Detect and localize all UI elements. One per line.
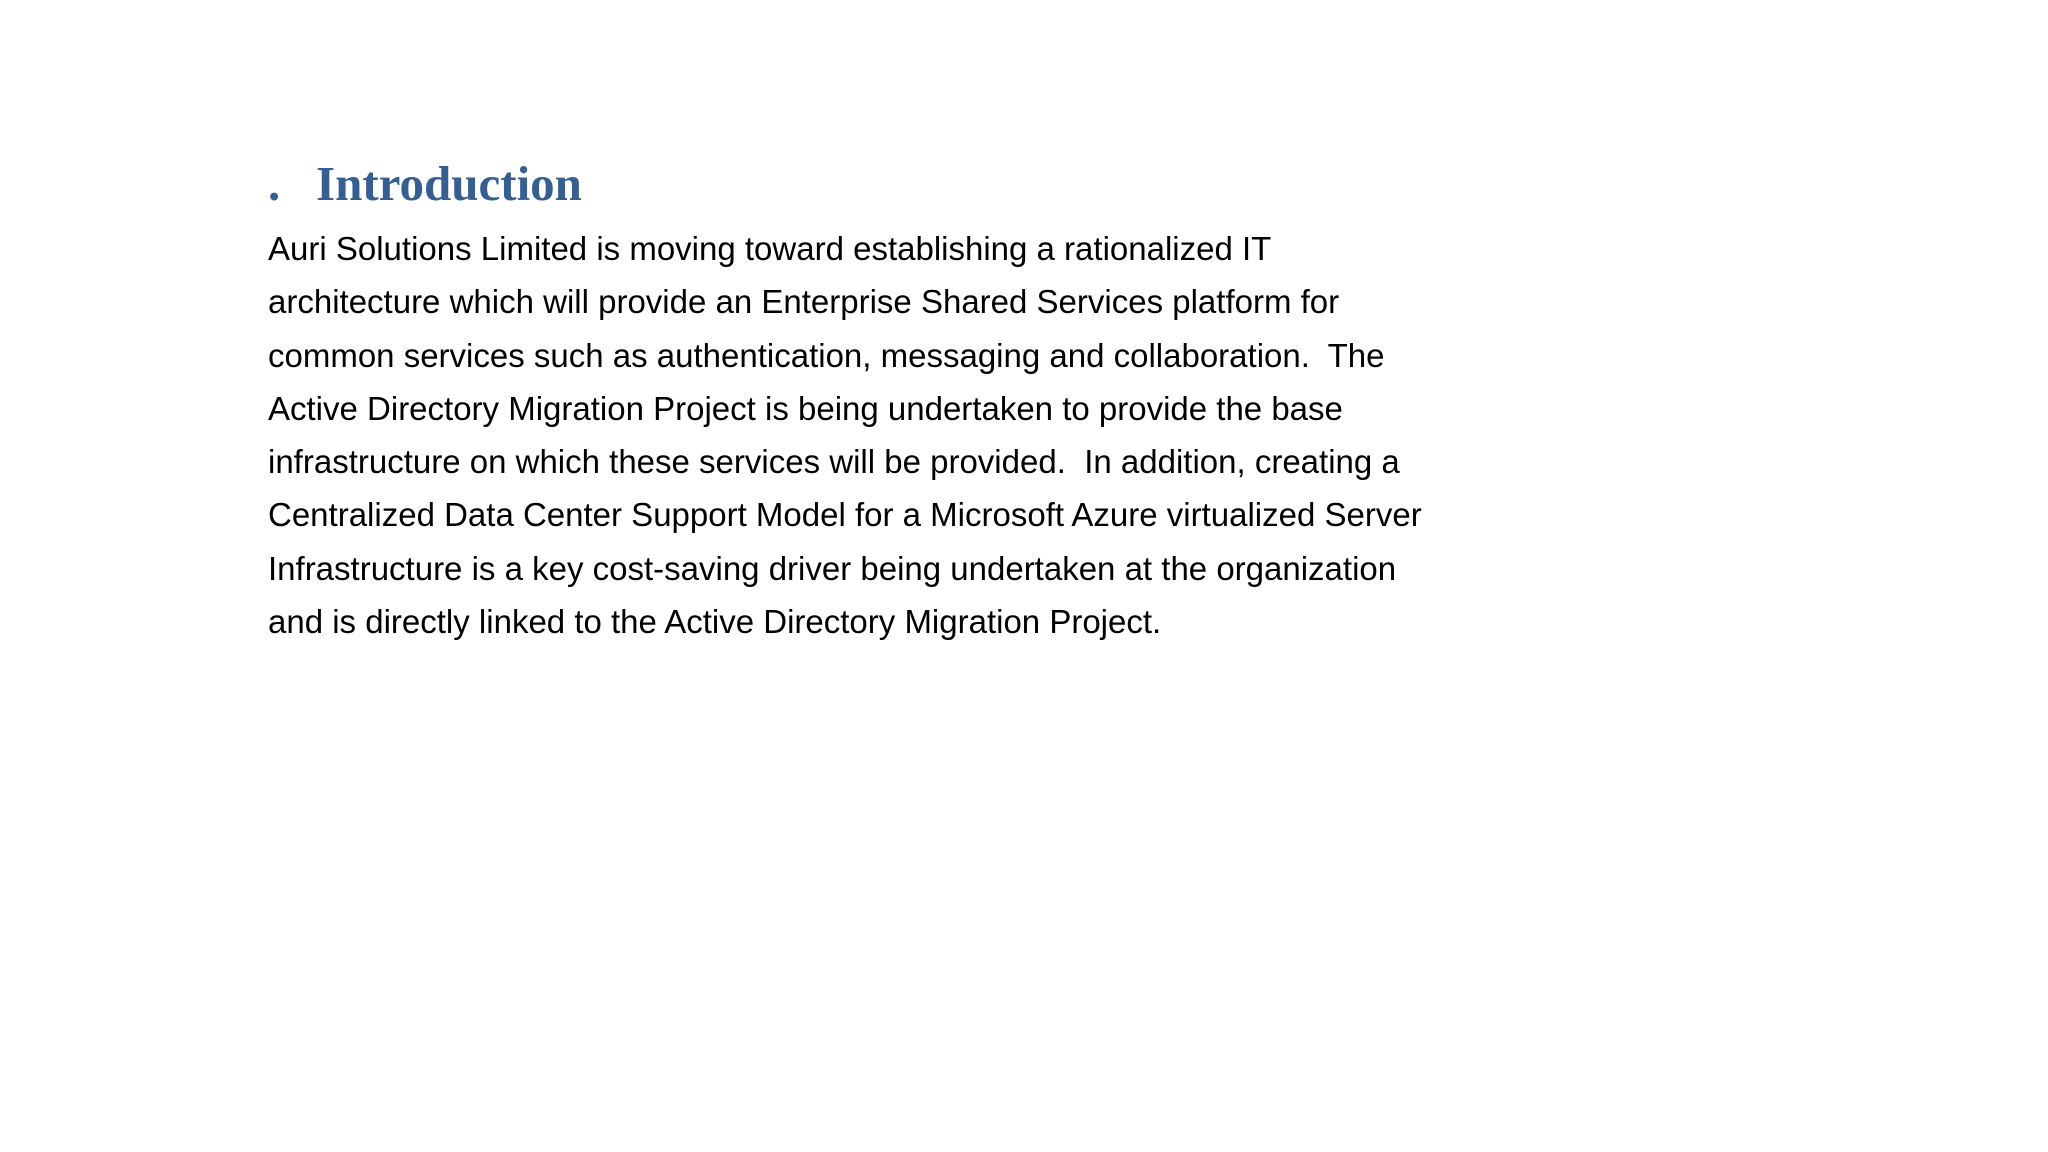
paragraph-line: architecture which will provide an Enterprise Shared Services platform for [268,283,1340,321]
paragraph-line: Active Directory Migration Project is being undertaken to provide the base [268,389,1343,427]
paragraph-line: infrastructure on which these services will be provided. In addition, creating a [268,443,1400,481]
paragraph-line: and is directly linked to the Active Directory Migration Project. [268,603,1162,641]
section-heading [268,150,582,218]
paragraph-line: Infrastructure is a key cost-saving driver being undertaken at the organization [268,549,1397,587]
paragraph-line: common services such as authentication, messaging and collaboration. The [268,336,1385,374]
paragraph-line: Centralized Data Center Support Model for a Microsoft Azure virtualized Server [268,496,1422,534]
section-title: Introduction [316,156,582,211]
paragraph-line: Auri Solutions Limited is moving toward establishing a rationalized IT [268,230,1272,267]
section-number: . [268,156,281,211]
intro-paragraph [268,222,1568,648]
